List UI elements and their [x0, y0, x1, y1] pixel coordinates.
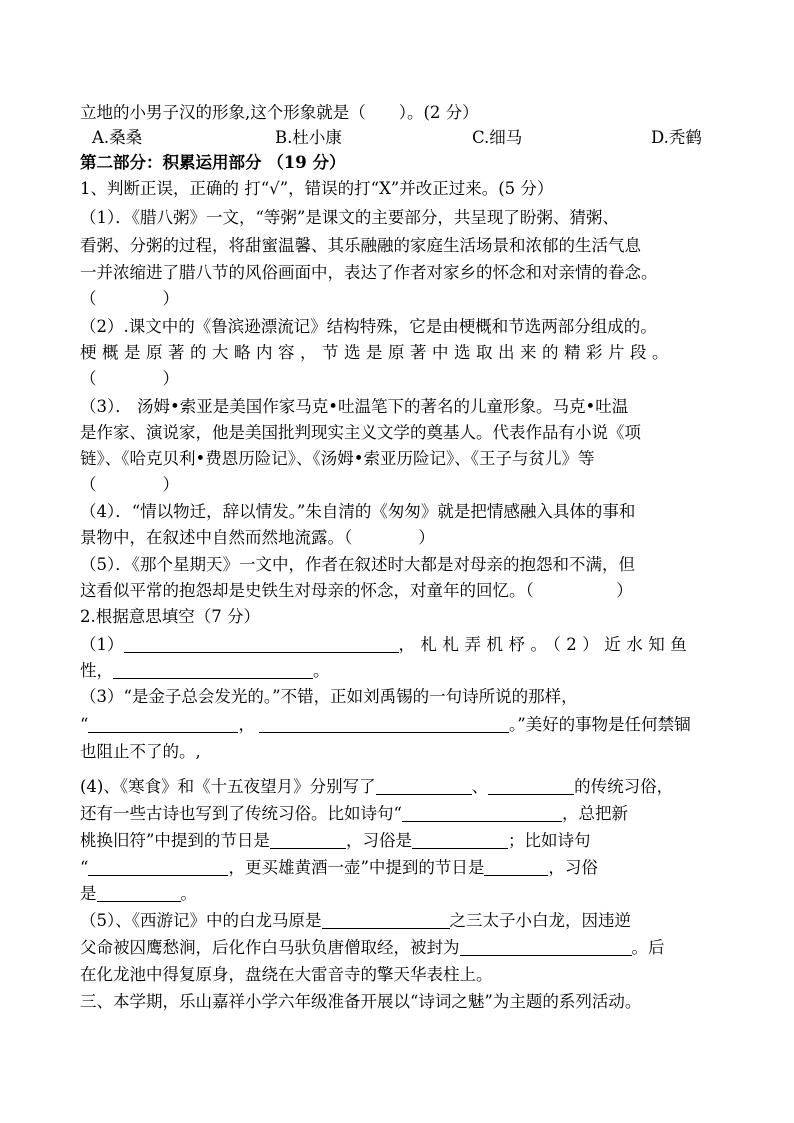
- fill-text: 。: [180, 884, 197, 903]
- fill-text: 。”美好的事物是任何禁锢: [508, 715, 691, 734]
- fill-text: 性，: [80, 661, 113, 680]
- fill-line: [80, 909, 631, 933]
- fill-line: [80, 633, 692, 657]
- fill-blank[interactable]: [322, 910, 450, 929]
- fill-text: ，总把新: [561, 804, 628, 823]
- q1-item-1-line: 看粥、分粥的过程，将甜蜜温馨、其乐融融的家庭生活场景和浓郁的生活气息: [80, 236, 641, 255]
- fill-text: ，札札弄机杼。（2）近水知鱼: [398, 635, 693, 654]
- fill-text: ，更买雄黄酒一壶”中提到的节日是: [228, 858, 485, 877]
- fill-text: （5）、《西游记》中的白龙马原是: [80, 911, 322, 930]
- option-b: B.杜小康: [275, 128, 342, 147]
- fill-line: [80, 829, 590, 853]
- fill-line: [80, 775, 673, 799]
- fill-text: 父命被囚鹰愁涧，后化作白马驮负唐僧取经，被封为: [80, 938, 460, 957]
- fill-line: 也阻止不了的。,: [80, 742, 201, 761]
- fill-text: ，习俗: [548, 858, 598, 877]
- fill-text: 、: [471, 777, 489, 796]
- q1-item-4-line: （4）．“情以物迁，辞以情发。”朱自清的《匆匆》就是把情感融入具体的事和: [80, 502, 636, 521]
- fill-text: ；比如诗句: [507, 831, 591, 850]
- fill-text: 是: [80, 884, 97, 903]
- fill-blank[interactable]: [88, 714, 238, 733]
- q1-item-5-line: （5）．《那个星期天》一文中，作者在叙述时大都是对母亲的抱怨和不满，但: [80, 555, 635, 574]
- fill-line: [80, 713, 691, 737]
- fill-line: [80, 882, 197, 906]
- fill-line: [80, 802, 628, 826]
- fill-text: “: [80, 858, 89, 877]
- answer-parentheses: （ ）: [80, 289, 179, 308]
- q1-item-2-line: 梗概是原著的大略内容，节选是原著中选取出来的精彩片段。: [80, 343, 674, 362]
- fill-text: (4)、《寒食》和《十五夜望月》分别写了: [80, 777, 376, 796]
- answer-parentheses: （ ）: [80, 369, 179, 388]
- q1-item-3-line: 链》、《哈克贝利•费恩历险记》、《汤姆•索亚历险记》、《王子与贫儿》等: [80, 449, 595, 468]
- fill-blank[interactable]: [88, 857, 228, 876]
- fill-blank[interactable]: [376, 776, 472, 795]
- option-c: C.细马: [472, 128, 523, 147]
- fill-text: 之三太子小白龙，因违逆: [449, 911, 631, 930]
- fill-line: [80, 856, 598, 880]
- q1-item-3-line: 是作家、演说家，他是美国批判现实主义文学的奠基人。代表作品有小说《项: [80, 423, 641, 442]
- question-3-line: 三、本学期，乐山嘉祥小学六年级准备开展以“诗词之魅”为主题的系列活动。: [80, 992, 642, 1011]
- q1-item-1-line: 一并浓缩进了腊八节的风俗画面中，表达了作者对家乡的怀念和对亲情的眷念。: [80, 263, 658, 282]
- fill-blank[interactable]: [124, 634, 399, 653]
- option-a: A.桑桑: [92, 128, 143, 147]
- q1-item-5-line: 这看似平常的抱怨却是史铁生对母亲的怀念，对童年的回忆。（ ）: [80, 581, 633, 600]
- fill-blank[interactable]: [484, 857, 548, 876]
- fill-text: ，: [238, 715, 255, 734]
- option-d: D.秃鹤: [651, 128, 702, 147]
- fill-text: “: [80, 715, 89, 734]
- question-title: 1、判断正误，正确的 打“√”，错误的打“X”并改正过来。(5 分）: [80, 179, 554, 198]
- fill-text: ，习俗是: [345, 831, 412, 850]
- fill-text: 桃换旧符”中提到的节日是: [80, 831, 270, 850]
- fill-blank[interactable]: [460, 937, 632, 956]
- section-heading: 第二部分：积累运用部分 （19 分）: [80, 153, 346, 172]
- fill-line: 在化龙池中得复原身，盘绕在大雷音寺的擎天华表柱上。: [80, 965, 493, 984]
- fill-line: [80, 659, 330, 683]
- fill-blank[interactable]: [97, 883, 181, 902]
- q1-item-3-line: （3）． 汤姆•索亚是美国作家马克•吐温笔下的著名的儿童形象。马克•吐温: [80, 397, 629, 416]
- item-number: （1）: [80, 635, 124, 654]
- q1-item-1-line: （1）．《腊八粥》一文，“等粥”是课文的主要部分，共呈现了盼粥、猜粥、: [80, 208, 619, 227]
- q1-item-4-line: 景物中，在叙述中自然而然地流露。（ ）: [80, 528, 435, 547]
- fill-text: 。: [313, 661, 330, 680]
- fill-line: （3）“是金子总会发光的。”不错，正如刘禹锡的一句诗所说的那样，: [80, 687, 578, 706]
- fill-blank[interactable]: [402, 803, 562, 822]
- fill-blank[interactable]: [270, 830, 346, 849]
- question-title: 2.根据意思填空（7 分）: [80, 607, 260, 626]
- fill-blank[interactable]: [412, 830, 508, 849]
- fill-line: [80, 936, 665, 960]
- fill-text: 还有一些古诗也写到了传统习俗。比如诗句“: [80, 804, 402, 823]
- fill-blank[interactable]: [259, 714, 509, 733]
- answer-parentheses: （ ）: [80, 475, 179, 494]
- fill-text: 。后: [631, 938, 665, 957]
- q1-item-2-line: （2）.课文中的《鲁滨逊漂流记》结构特殊，它是由梗概和节选两部分组成的。: [80, 317, 657, 336]
- question-line: 立地的小男子汉的形象,这个形象就是（ ）。(2 分）: [80, 103, 479, 122]
- fill-text: 的传统习俗，: [574, 777, 674, 796]
- fill-blank[interactable]: [488, 776, 574, 795]
- fill-blank[interactable]: [113, 660, 313, 679]
